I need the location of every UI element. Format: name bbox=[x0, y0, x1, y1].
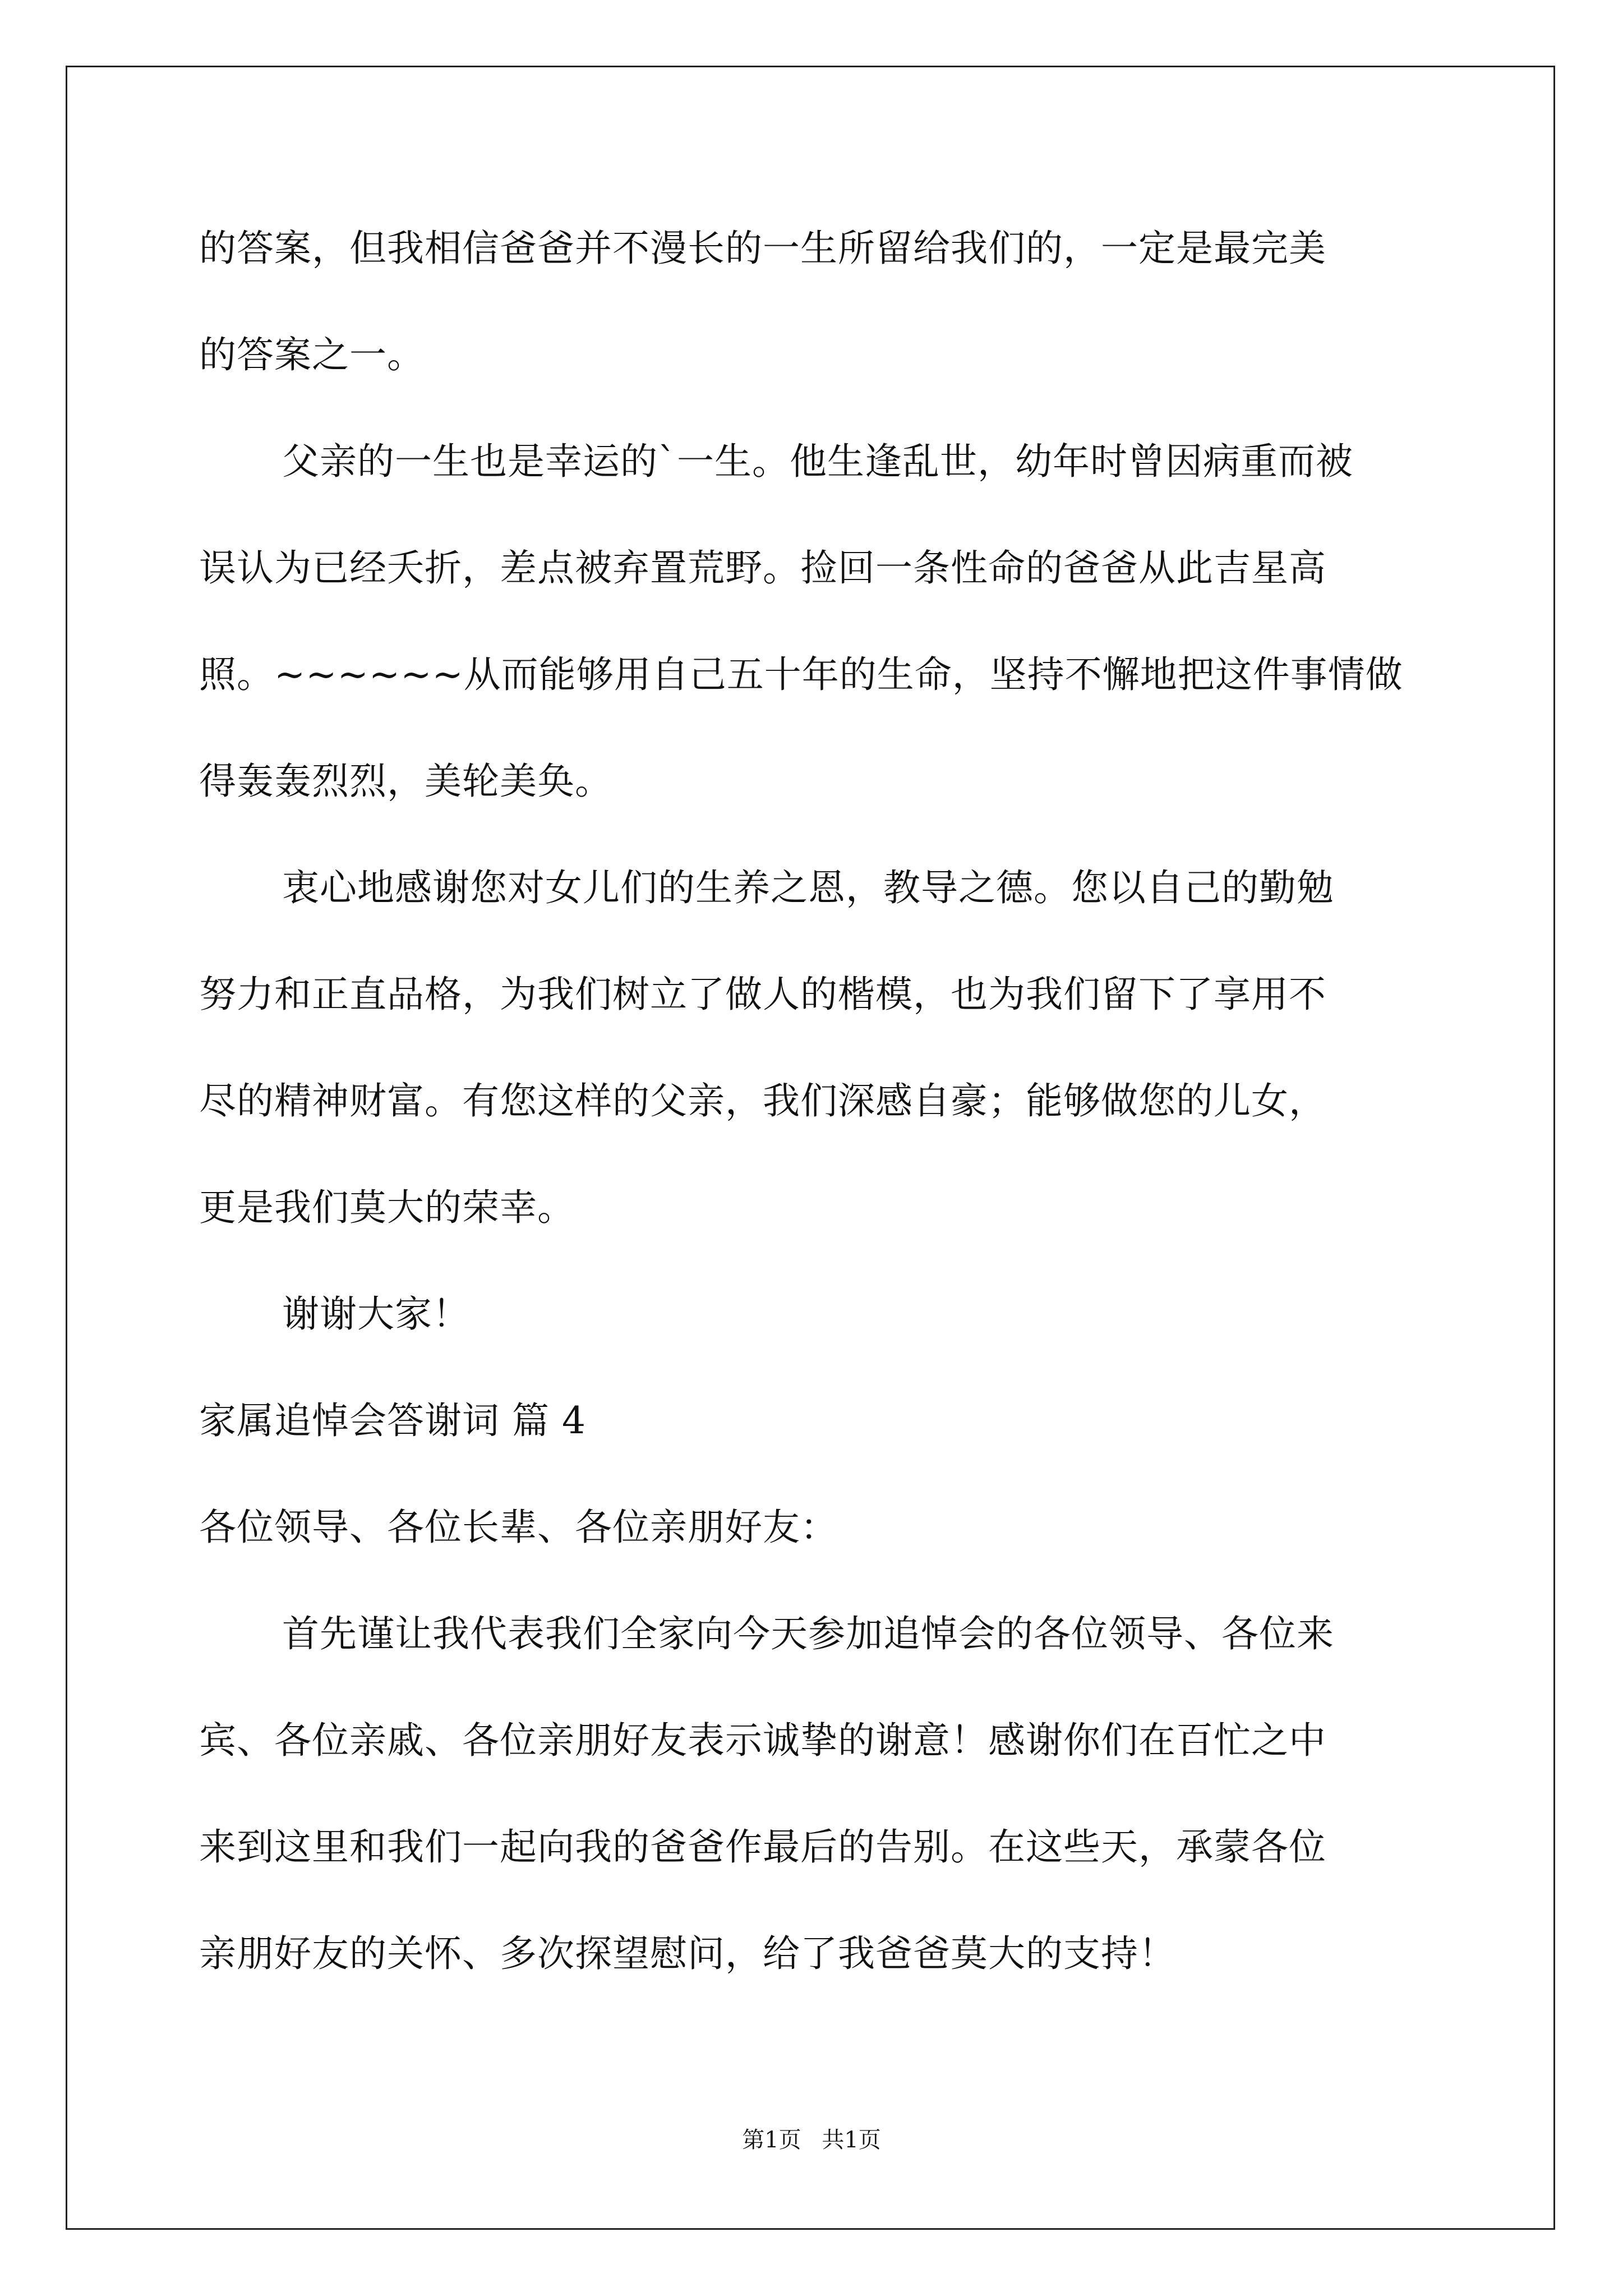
text-line: 父亲的一生也是幸运的`一生。他生逢乱世，幼年时曾因病重而被 bbox=[282, 440, 1353, 483]
text-line: 宾、各位亲戚、各位亲朋好友表示诚挚的谢意！感谢你们在百忙之中 bbox=[199, 1719, 1326, 1762]
document-body bbox=[199, 215, 1433, 2027]
text-line: 的答案，但我相信爸爸并不漫长的一生所留给我们的，一定是最完美 bbox=[199, 227, 1326, 270]
text-line: 的答案之一。 bbox=[199, 333, 425, 376]
text-line: 误认为已经夭折，差点被弃置荒野。捡回一条性命的爸爸从此吉星高 bbox=[199, 546, 1326, 590]
text-line: 谢谢大家！ bbox=[282, 1292, 470, 1336]
salutation: 各位领导、各位长辈、各位亲朋好友： bbox=[199, 1506, 838, 1549]
page-number: 第1页 bbox=[742, 2127, 801, 2153]
text-line: 尽的精神财富。有您这样的父亲，我们深感自豪；能够做您的儿女， bbox=[199, 1079, 1326, 1122]
text-line: 得轰轰烈烈，美轮美奂。 bbox=[199, 760, 612, 803]
text-line: 亲朋好友的关怀、多次探望慰问，给了我爸爸莫大的支持！ bbox=[199, 1932, 1176, 1975]
text-line: 衷心地感谢您对女儿们的生养之恩，教导之德。您以自己的勤勉 bbox=[282, 866, 1334, 909]
page-total: 共1页 bbox=[822, 2127, 881, 2153]
text-line: 努力和正直品格，为我们树立了做人的楷模，也为我们留下了享用不 bbox=[199, 973, 1326, 1016]
page-footer bbox=[0, 2123, 1623, 2157]
text-line: 照。~~~~~~从而能够用自己五十年的生命，坚持不懈地把这件事情做 bbox=[199, 653, 1403, 696]
text-line: 来到这里和我们一起向我的爸爸作最后的告别。在这些天，承蒙各位 bbox=[199, 1825, 1326, 1869]
section-heading: 家属追悼会答谢词 篇 4 bbox=[199, 1399, 586, 1442]
text-line: 首先谨让我代表我们全家向今天参加追悼会的各位领导、各位来 bbox=[282, 1612, 1334, 1655]
text-line: 更是我们莫大的荣幸。 bbox=[199, 1186, 575, 1229]
